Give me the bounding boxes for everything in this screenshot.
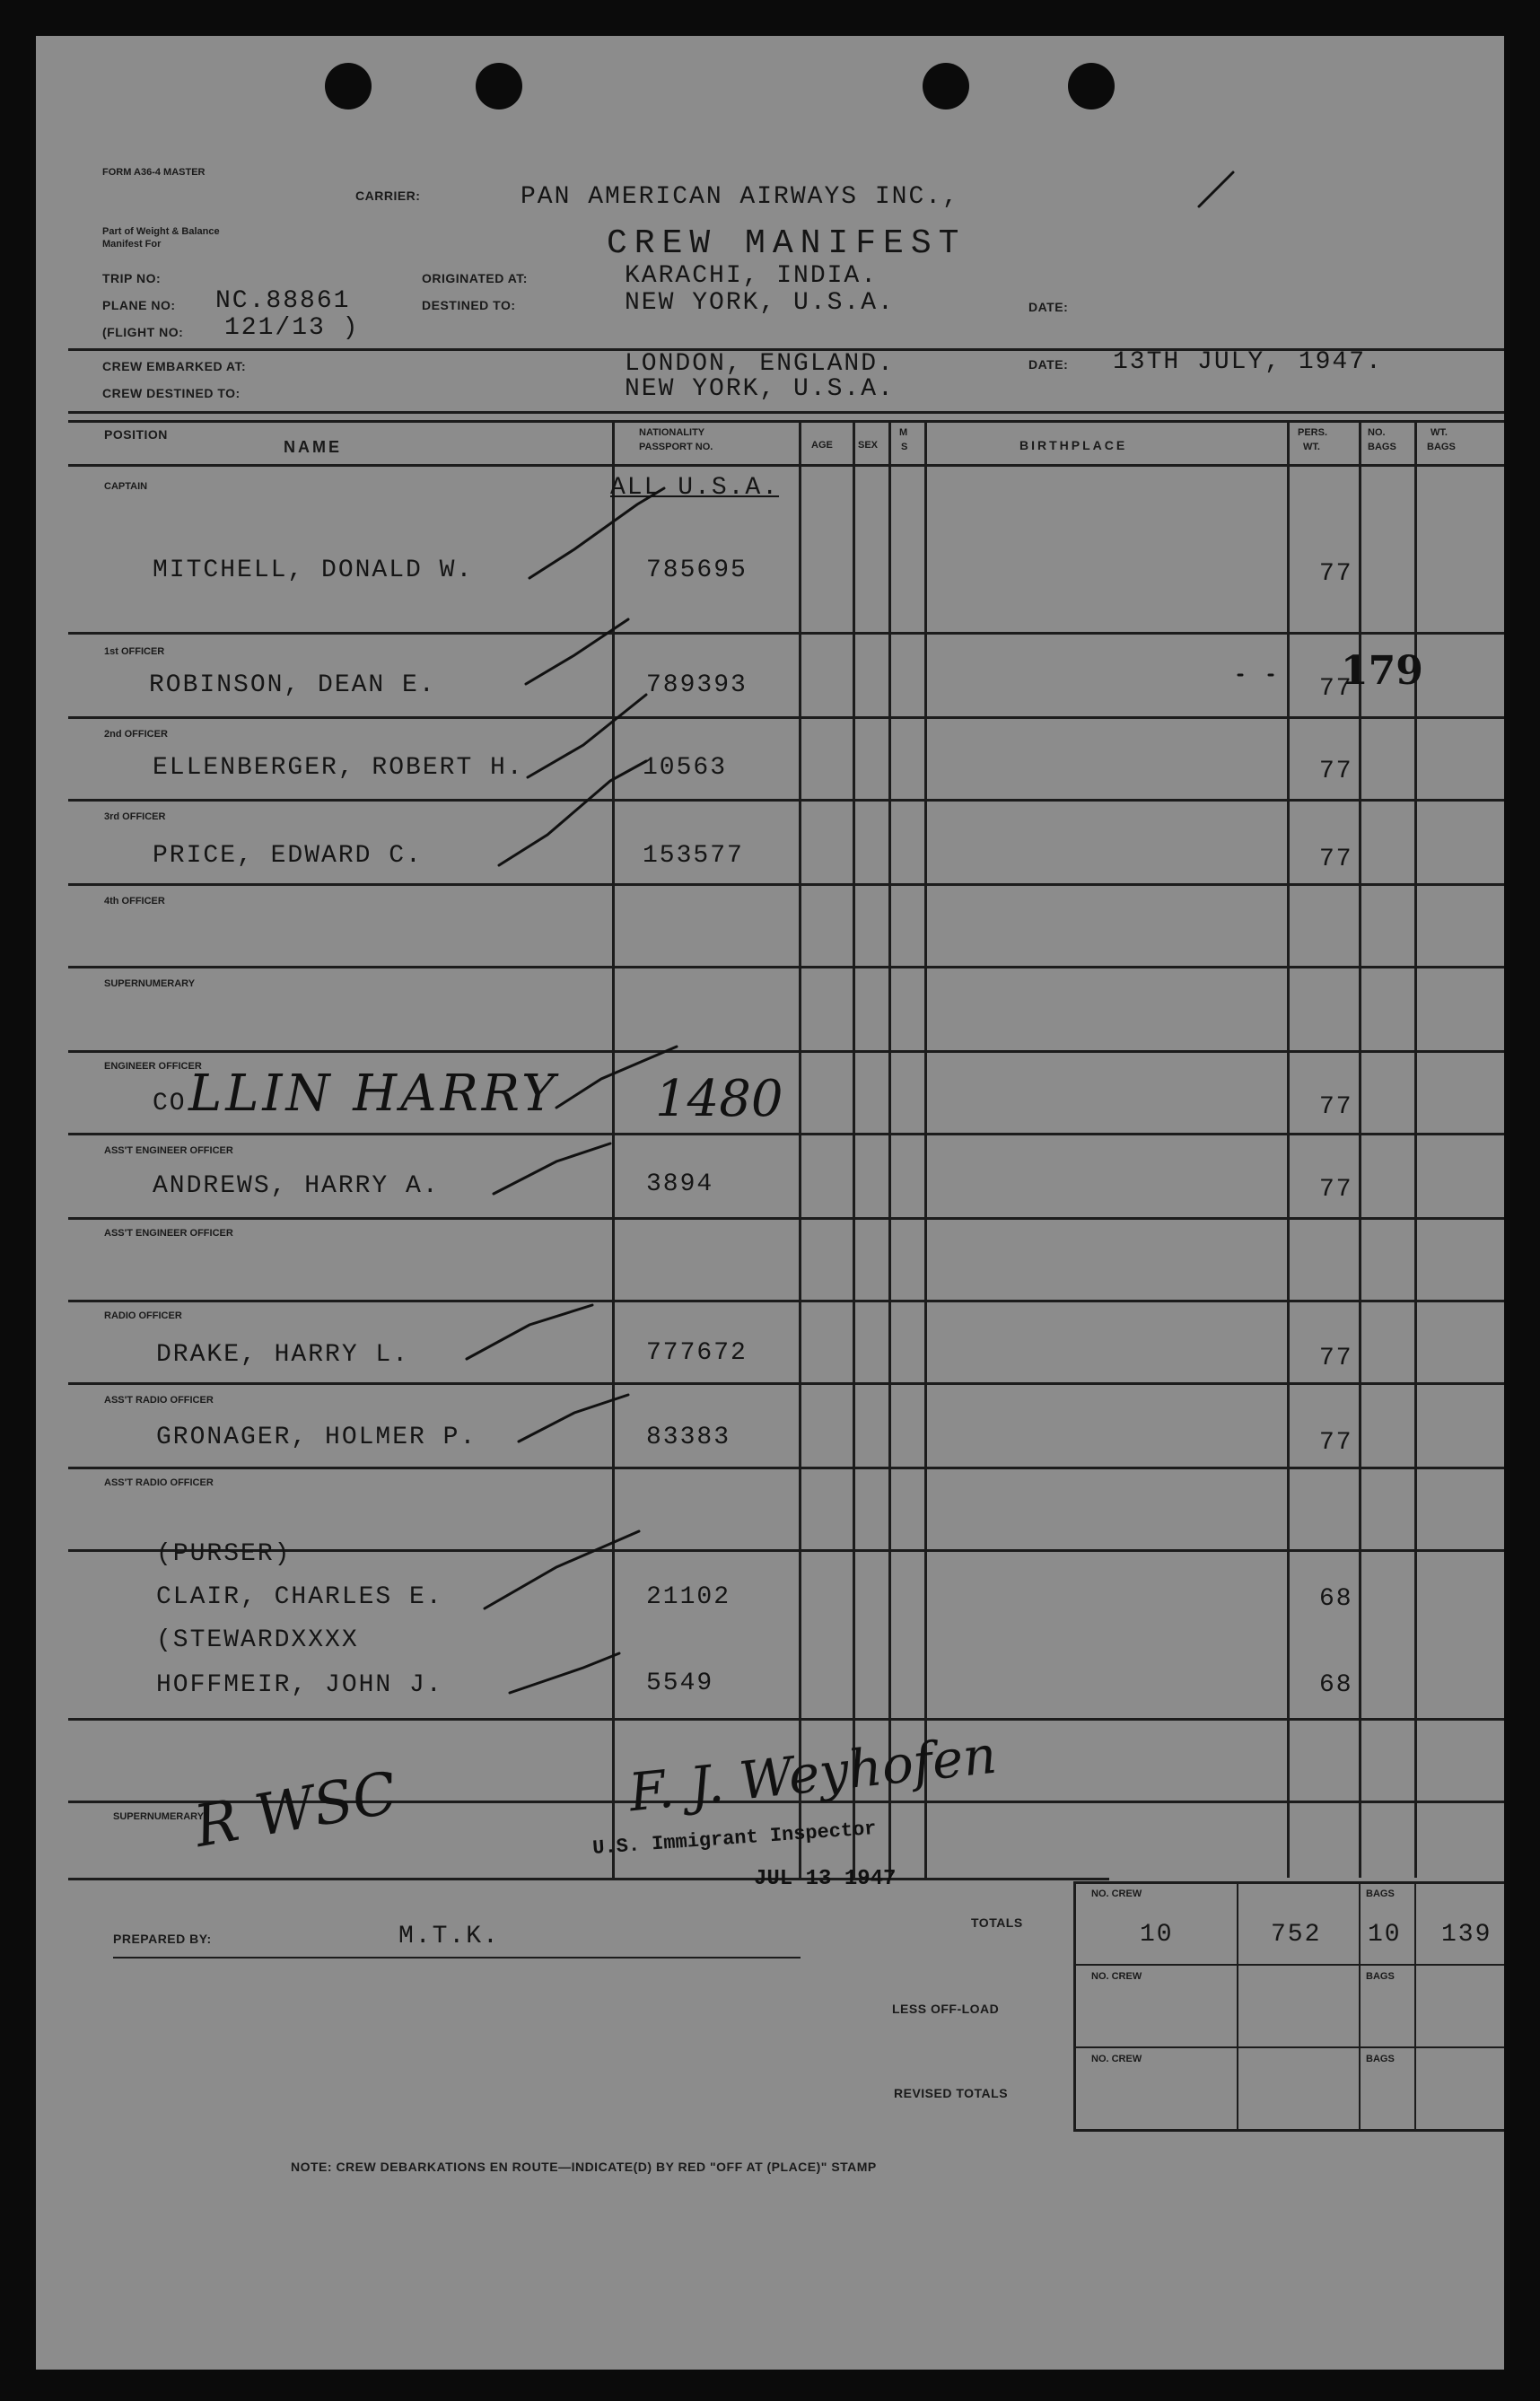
initials: R WSC — [189, 1759, 402, 1862]
totals-label: TOTALS — [971, 1915, 1023, 1930]
form-number: FORM A36-4 MASTER — [102, 167, 206, 178]
carrier-label: CARRIER: — [355, 188, 421, 203]
col-no-bags: NO. — [1368, 427, 1386, 438]
col-passport: PASSPORT NO. — [639, 442, 713, 452]
weight-balance-note: Part of Weight & Balance — [102, 226, 220, 237]
plane-value: NC.88861 — [215, 287, 351, 315]
crew-name: ROBINSON, DEAN E. — [149, 671, 436, 699]
col-nationality: NATIONALITY — [639, 427, 705, 438]
position-captain: CAPTAIN — [104, 481, 148, 492]
date2-label: DATE: — [1028, 357, 1069, 372]
crew-role: (PURSER) — [156, 1540, 292, 1568]
crew-passport: 10563 — [643, 754, 728, 782]
total-bags: 10 — [1368, 1921, 1402, 1949]
crew-name: CLAIR, CHARLES E. — [156, 1583, 443, 1611]
crew-weight: 77 — [1319, 1429, 1353, 1457]
carrier-value: PAN AMERICAN AIRWAYS INC., — [521, 183, 959, 211]
crew-destined-label: CREW DESTINED TO: — [102, 386, 241, 400]
col-wt-bags: BAGS — [1427, 442, 1456, 452]
destined-value: NEW YORK, U.S.A. — [625, 289, 895, 317]
bags-label: BAGS — [1366, 1971, 1395, 1982]
crew-passport: 785695 — [646, 556, 748, 584]
col-ms: M — [899, 427, 908, 438]
col-wt-bags: WT. — [1431, 427, 1448, 438]
crew-weight: 77 — [1319, 560, 1353, 588]
crew-weight: 77 — [1319, 1093, 1353, 1121]
prepared-label: PREPARED BY: — [113, 1932, 212, 1946]
no-crew-label: NO. CREW — [1091, 1888, 1142, 1899]
col-name: NAME — [284, 438, 342, 456]
col-position: POSITION — [104, 427, 168, 442]
plane-label: PLANE NO: — [102, 298, 176, 312]
position-supernumerary: SUPERNUMERARY — [113, 1811, 205, 1822]
crew-name: MITCHELL, DONALD W. — [153, 556, 474, 584]
trip-label: TRIP NO: — [102, 271, 162, 285]
crew-passport: 789393 — [646, 671, 748, 699]
date2-value: 13TH JULY, 1947. — [1113, 348, 1383, 376]
less-offload-label: LESS OFF-LOAD — [892, 2002, 1000, 2016]
crew-passport: 3894 — [646, 1170, 714, 1198]
position-asst-engineer: ASS'T ENGINEER OFFICER — [104, 1145, 233, 1156]
crew-role: (STEWARDXXXX — [156, 1626, 359, 1654]
prepared-value: M.T.K. — [398, 1923, 500, 1950]
col-age: AGE — [811, 440, 833, 451]
inspector-signature: F. J. Weyhofen — [626, 1723, 1000, 1824]
crew-weight: 77 — [1319, 846, 1353, 873]
embarked-value: LONDON, ENGLAND. — [625, 350, 895, 378]
position-radio: RADIO OFFICER — [104, 1310, 182, 1321]
revised-totals-label: REVISED TOTALS — [894, 2086, 1009, 2100]
page-title: CREW MANIFEST — [607, 224, 967, 263]
position-engineer: ENGINEER OFFICER — [104, 1061, 202, 1072]
crew-name: PRICE, EDWARD C. — [153, 842, 423, 870]
crew-name-typed: CO — [153, 1090, 187, 1117]
originated-value: KARACHI, INDIA. — [625, 262, 879, 290]
total-crew: 10 — [1140, 1921, 1174, 1949]
crew-weight: 77 — [1319, 1345, 1353, 1372]
crew-weight: 77 — [1319, 1176, 1353, 1204]
inspector-stamp: U.S. Immigrant Inspector — [591, 1817, 878, 1861]
crew-name: GRONAGER, HOLMER P. — [156, 1424, 477, 1451]
crew-passport: 1480 — [655, 1070, 783, 1128]
crew-weight: 77 — [1319, 758, 1353, 785]
crew-passport: 21102 — [646, 1583, 731, 1611]
footer-note: NOTE: CREW DEBARKATIONS EN ROUTE—INDICATE(D) BY RED "OFF AT (PLACE)" STAMP — [291, 2160, 877, 2174]
position-asst-radio: ASS'T RADIO OFFICER — [104, 1395, 214, 1406]
position-fourth-officer: 4th OFFICER — [104, 896, 165, 907]
originated-label: ORIGINATED AT: — [422, 271, 528, 285]
position-third-officer: 3rd OFFICER — [104, 811, 166, 822]
position-second-officer: 2nd OFFICER — [104, 729, 168, 740]
col-sex: SEX — [858, 440, 879, 451]
position-supernumerary: SUPERNUMERARY — [104, 978, 196, 989]
bags-label: BAGS — [1366, 2054, 1395, 2064]
col-birthplace: BIRTHPLACE — [1019, 438, 1128, 452]
crew-weight: 77 — [1319, 675, 1353, 703]
date-label: DATE: — [1028, 300, 1069, 314]
crew-name: DRAKE, HARRY L. — [156, 1341, 410, 1369]
margin-note: 179 — [1341, 648, 1423, 694]
check-marks — [36, 36, 1504, 2370]
no-crew-label: NO. CREW — [1091, 2054, 1142, 2064]
crew-name: ELLENBERGER, ROBERT H. — [153, 754, 524, 782]
crew-passport: 83383 — [646, 1424, 731, 1451]
crew-name-handwritten: LLIN HARRY — [188, 1065, 559, 1123]
crew-name: ANDREWS, HARRY A. — [153, 1172, 440, 1200]
col-ms: S — [901, 442, 908, 452]
bags-label: BAGS — [1366, 1888, 1395, 1899]
manifest-sheet — [36, 36, 1504, 2370]
position-asst-radio: ASS'T RADIO OFFICER — [104, 1477, 214, 1488]
total-bag-weight: 139 — [1441, 1921, 1492, 1949]
flight-label: (FLIGHT NO: — [102, 325, 184, 339]
crew-name: HOFFMEIR, JOHN J. — [156, 1671, 443, 1699]
nationality-all: ALL U.S.A. — [610, 474, 780, 502]
crew-passport: 777672 — [646, 1339, 748, 1367]
crew-weight: 68 — [1319, 1585, 1353, 1613]
crew-passport: 5549 — [646, 1669, 714, 1697]
weight-balance-note: Manifest For — [102, 239, 162, 250]
position-asst-engineer: ASS'T ENGINEER OFFICER — [104, 1228, 233, 1239]
col-pers-wt: WT. — [1303, 442, 1320, 452]
crew-passport: 153577 — [643, 842, 744, 870]
crew-weight: 68 — [1319, 1671, 1353, 1699]
total-weight: 752 — [1271, 1921, 1322, 1949]
stamp-date: JUL 13 1947 — [754, 1867, 897, 1891]
col-no-bags: BAGS — [1368, 442, 1396, 452]
no-crew-label: NO. CREW — [1091, 1971, 1142, 1982]
col-pers-wt: PERS. — [1298, 427, 1328, 438]
destined-label: DESTINED TO: — [422, 298, 516, 312]
position-first-officer: 1st OFFICER — [104, 646, 165, 657]
embarked-label: CREW EMBARKED AT: — [102, 359, 247, 373]
crew-destined-value: NEW YORK, U.S.A. — [625, 375, 895, 403]
flight-value: 121/13 ) — [224, 314, 360, 342]
